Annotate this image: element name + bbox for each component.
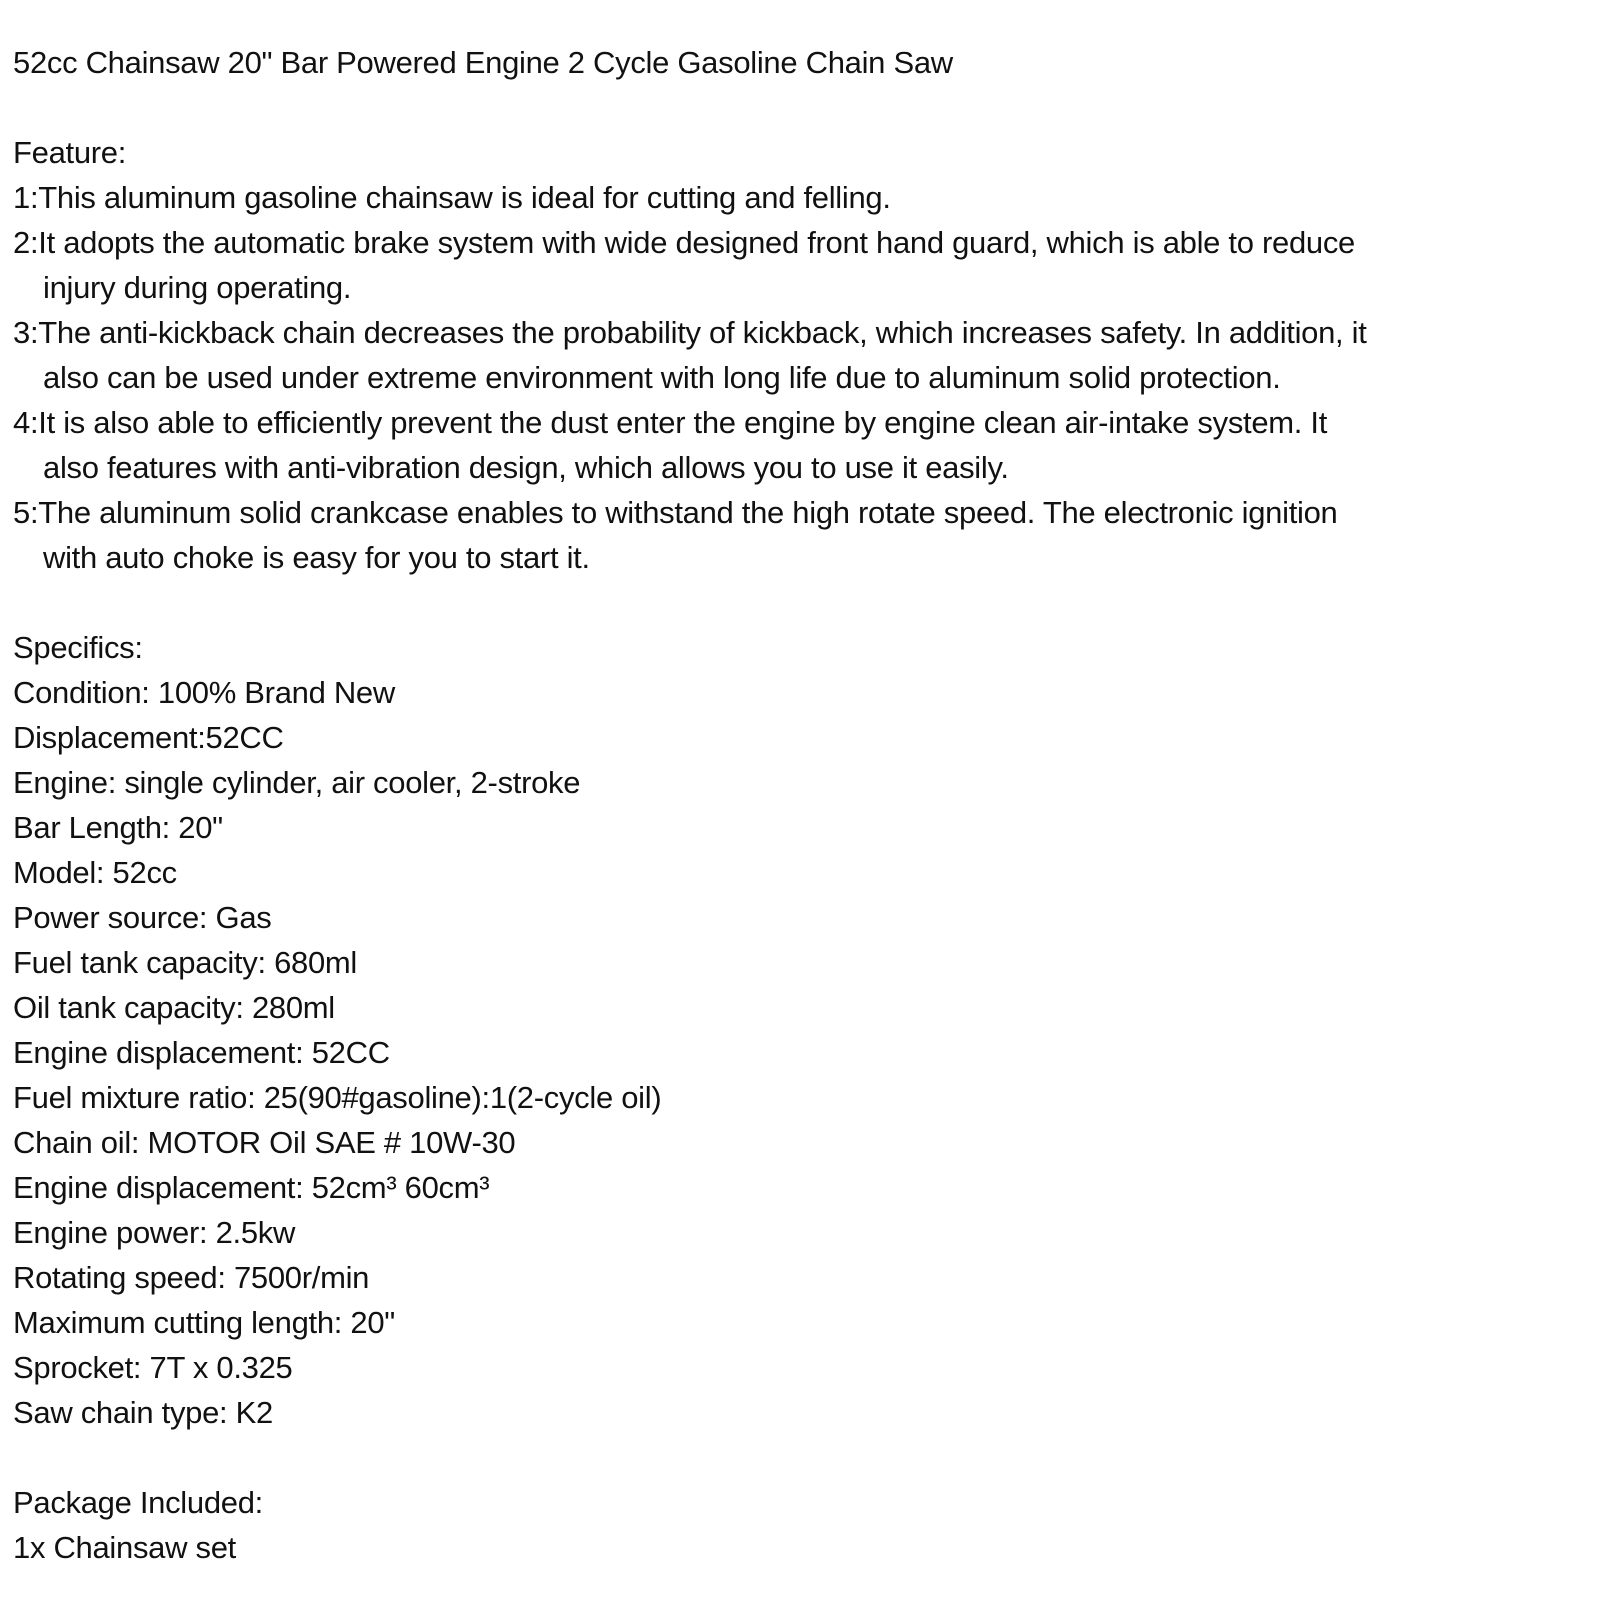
blank-line	[13, 85, 1590, 130]
feature-line: 1:This aluminum gasoline chainsaw is ideal for cutting and felling.	[13, 180, 891, 215]
spec-saw-chain-type: Saw chain type: K2	[13, 1395, 273, 1430]
blank-line	[13, 580, 1590, 625]
feature-line: 5:The aluminum solid crankcase enables to withstand the high rotate speed. The electronic ignition	[13, 495, 1338, 530]
spec-power-source: Power source: Gas	[13, 900, 272, 935]
spec-rotating-speed: Rotating speed: 7500r/min	[13, 1260, 370, 1295]
package-item: 1x Chainsaw set	[13, 1530, 236, 1565]
spec-model: Model: 52cc	[13, 855, 177, 890]
feature-line-continuation: with auto choke is easy for you to start it.	[43, 540, 590, 575]
spec-engine-displacement-cm3: Engine displacement: 52cm³ 60cm³	[13, 1170, 490, 1205]
spec-oil-tank-capacity: Oil tank capacity: 280ml	[13, 990, 335, 1025]
feature-line: 2:It adopts the automatic brake system with wide designed front hand guard, which is able to reduce	[13, 225, 1355, 260]
spec-chain-oil: Chain oil: MOTOR Oil SAE # 10W-30	[13, 1125, 516, 1160]
specifics-heading: Specifics:	[13, 630, 143, 665]
spec-max-cutting-length: Maximum cutting length: 20"	[13, 1305, 395, 1340]
spec-engine-power: Engine power: 2.5kw	[13, 1215, 296, 1250]
feature-line-continuation: also features with anti-vibration design, which allows you to use it easily.	[43, 450, 1009, 485]
package-heading: Package Included:	[13, 1485, 263, 1520]
page-title: 52cc Chainsaw 20" Bar Powered Engine 2 Cycle Gasoline Chain Saw	[13, 45, 953, 80]
feature-line-continuation: also can be used under extreme environment with long life due to aluminum solid protection.	[43, 360, 1281, 395]
feature-heading: Feature:	[13, 135, 127, 170]
feature-line: 3:The anti-kickback chain decreases the probability of kickback, which increases safety. In addition, it	[13, 315, 1367, 350]
spec-condition: Condition: 100% Brand New	[13, 675, 395, 710]
spec-engine-displacement: Engine displacement: 52CC	[13, 1035, 390, 1070]
spec-sprocket: Sprocket: 7T x 0.325	[13, 1350, 293, 1385]
blank-line	[13, 1435, 1590, 1480]
spec-fuel-tank-capacity: Fuel tank capacity: 680ml	[13, 945, 358, 980]
spec-engine: Engine: single cylinder, air cooler, 2-stroke	[13, 765, 581, 800]
feature-line: 4:It is also able to efficiently prevent the dust enter the engine by engine clean air-intake system. It	[13, 405, 1328, 440]
feature-line-continuation: injury during operating.	[43, 270, 352, 305]
spec-fuel-mixture-ratio: Fuel mixture ratio: 25(90#gasoline):1(2-cycle oil)	[13, 1080, 662, 1115]
spec-bar-length: Bar Length: 20"	[13, 810, 223, 845]
spec-displacement: Displacement:52CC	[13, 720, 284, 755]
